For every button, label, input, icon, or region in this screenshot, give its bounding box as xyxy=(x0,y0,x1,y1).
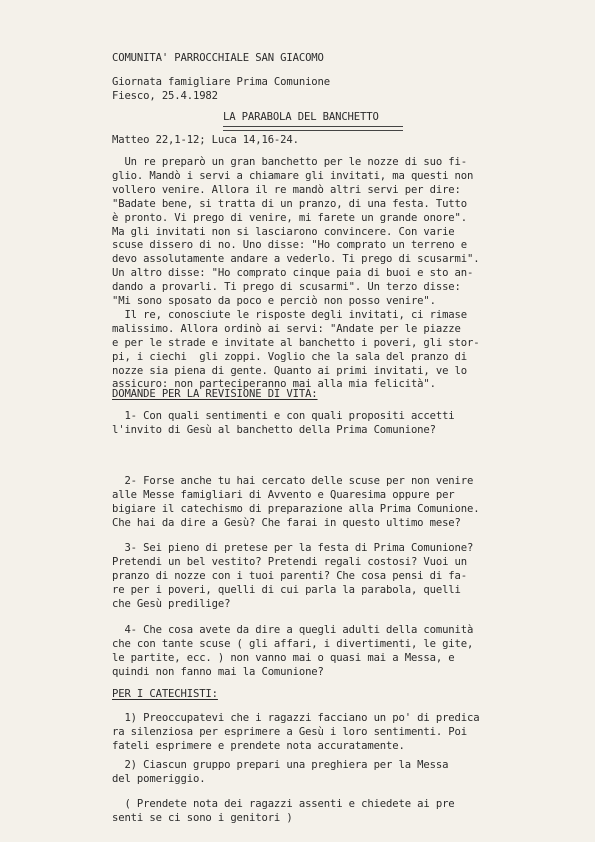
document-title: LA PARABOLA DEL BANCHETTO xyxy=(223,111,379,123)
text-line: Un re preparò un gran banchetto per le nozze di suo fi- xyxy=(112,156,467,168)
text-line: glio. Mandò i servi a chiamare gli invitati, ma questi non xyxy=(112,169,474,182)
title-double-rule xyxy=(223,126,403,131)
text-line: dando a provarli. Ti prego di scusarmi". Un terzo disse: xyxy=(112,281,461,294)
text-line: nozze sia piena di gente. Quanto ai primi invitati, ve lo xyxy=(112,364,467,377)
text-line: e per le strade e invitate al banchetto i poveri, gli stor- xyxy=(112,336,480,349)
text-line: scuse dissero di no. Uno disse: "Ho comprato un terreno e xyxy=(112,239,467,252)
text-line: vollero venire. Allora il re mandò altri servi per dire: xyxy=(112,183,461,196)
text-line: 2) Ciascun gruppo prepari una preghiera per la Messa xyxy=(112,759,449,771)
text-line: pranzo di nozze con i tuoi parenti? Che cosa pensi di fa- xyxy=(112,570,467,582)
text-line: malissimo. Allora ordinò ai servi: "Andate per le piazze xyxy=(112,322,461,335)
text-line: assicuro: non parteciperanno mai alla mia felicità". xyxy=(112,378,436,391)
catechists-heading: PER I CATECHISTI: xyxy=(112,688,218,700)
text-line: pi, i ciechi gli zoppi. Voglio che la sala del pranzo di xyxy=(112,350,467,363)
community-name: COMUNITA' PARROCCHIALE SAN GIACOMO xyxy=(112,52,324,64)
text-line: fateli esprimere e prendete nota accuratamente. xyxy=(112,740,405,752)
text-line: alle Messe famigliari di Avvento e Quaresima oppure per xyxy=(112,489,455,501)
text-line: del pomeriggio. xyxy=(112,773,206,785)
text-line: 2- Forse anche tu hai cercato delle scuse per non venire xyxy=(112,475,474,487)
text-line: Il re, conosciute le risposte degli invitati, ci rimase xyxy=(112,308,467,321)
text-line: ( Prendete nota dei ragazzi assenti e chiedete ai pre xyxy=(112,798,455,810)
text-line: "Badate bene, si tratta di un pranzo, di una festa. Tutto xyxy=(112,197,467,210)
place-date: Fiesco, 25.4.1982 xyxy=(112,90,218,102)
text-line: 1- Con quali sentimenti e con quali propositi accetti xyxy=(112,410,455,422)
text-line: senti se ci sono i genitori ) xyxy=(112,812,293,824)
text-line: 1) Preoccupatevi che i ragazzi facciano un po' di predica xyxy=(112,712,480,724)
scripture-reference: Matteo 22,1-12; Luca 14,16-24. xyxy=(112,134,299,146)
event-title: Giornata famigliare Prima Comunione xyxy=(112,76,330,88)
text-line: Che hai da dire a Gesù? Che farai in questo ultimo mese? xyxy=(112,517,461,529)
text-line: è pronto. Vi prego di venire, mi farete un grande onore". xyxy=(112,211,467,224)
text-line: che con tante scuse ( gli affari, i divertimenti, le gite, xyxy=(112,638,474,650)
text-line: le partite, ecc. ) non vanno mai o quasi mai a Messa, e xyxy=(112,652,455,664)
text-line: l'invito di Gesù al banchetto della Prima Comunione? xyxy=(112,424,436,436)
text-line: 4- Che cosa avete da dire a quegli adulti della comunità xyxy=(112,624,474,636)
review-heading: DOMANDE PER LA REVISIONE DI VITA: xyxy=(112,388,318,400)
text-line: Un altro disse: "Ho comprato cinque paia di buoi e sto an- xyxy=(112,267,474,280)
text-line: re per i poveri, quelli di cui parla la parabola, quelli xyxy=(112,584,461,596)
text-line: bigiare il catechismo di preparazione alla Prima Comunione. xyxy=(112,503,480,515)
text-line: quindi non fanno mai la Comunione? xyxy=(112,666,324,678)
text-line: "Mi sono sposato da poco e perciò non posso venire". xyxy=(112,295,436,307)
text-line: 3- Sei pieno di pretese per la festa di Prima Comunione? xyxy=(112,542,474,554)
text-line: Ma gli invitati non si lasciarono convincere. Con varie xyxy=(112,225,455,238)
text-line: devo assolutamente andare a vederlo. Ti prego di scusarmi". xyxy=(112,253,480,266)
text-line: Pretendi un bel vestito? Pretendi regali costosi? Vuoi un xyxy=(112,556,467,568)
text-line: ra silenziosa per esprimere a Gesù i loro sentimenti. Poi xyxy=(112,726,467,738)
text-line: che Gesù predilige? xyxy=(112,598,231,610)
